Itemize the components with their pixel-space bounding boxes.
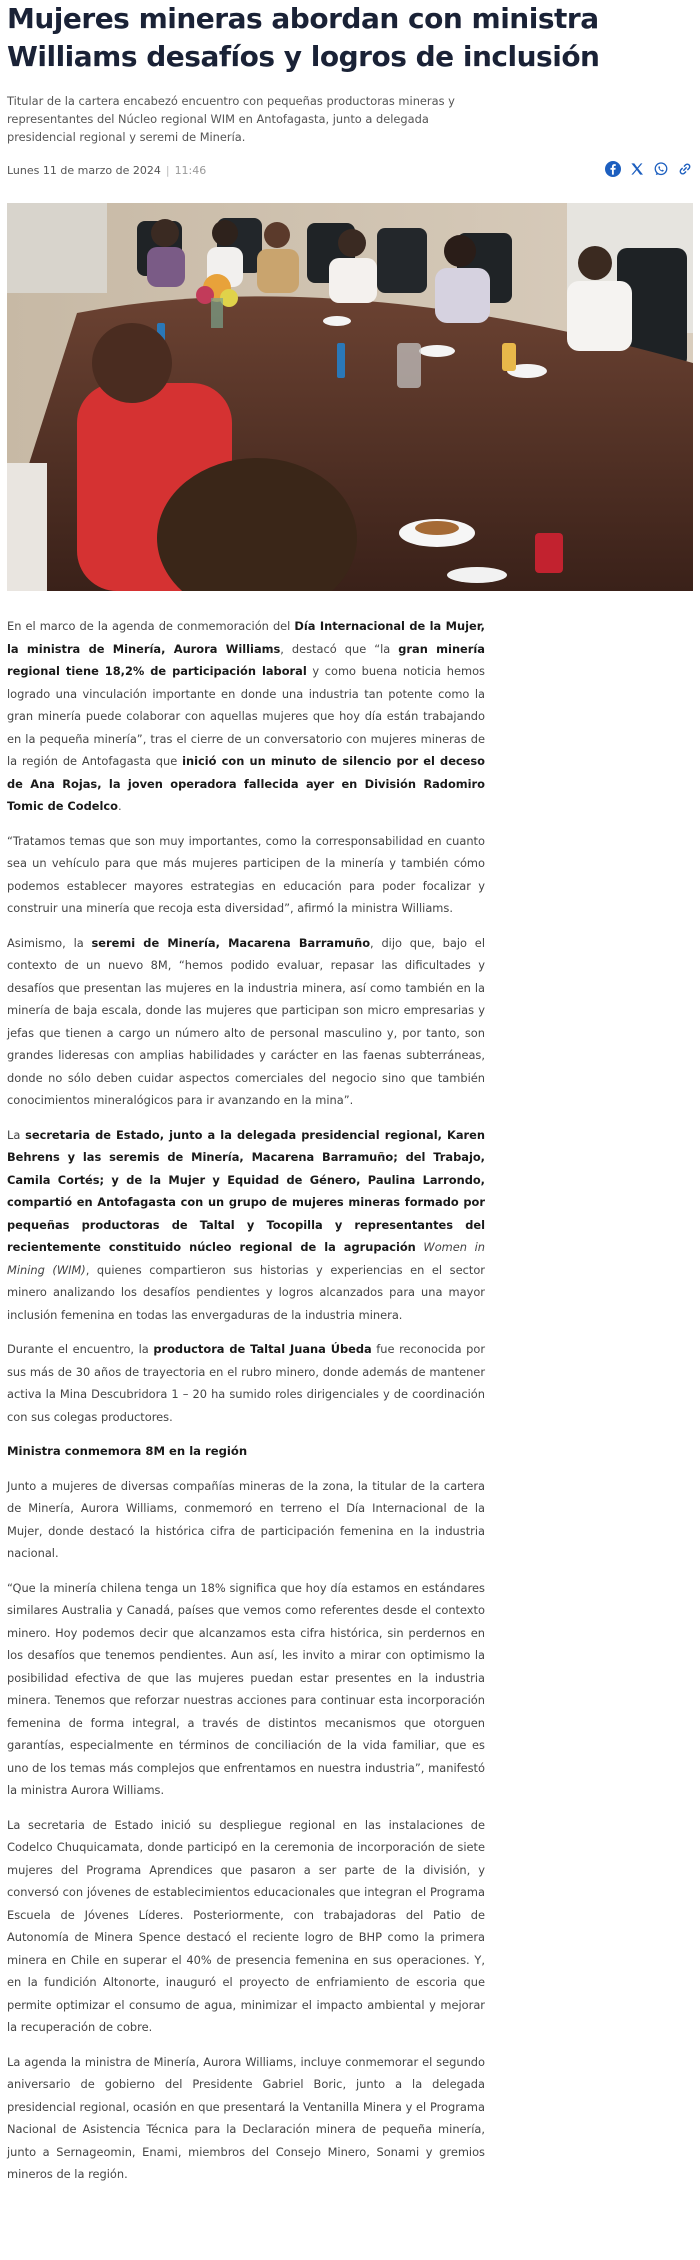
bold-run: seremi de Minería, Macarena Barramuño	[91, 935, 371, 950]
x-icon[interactable]	[628, 160, 646, 178]
paragraph-9: La agenda la ministra de Minería, Aurora Williams, incluye conmemorar el segundo aniversario de gobierno del Presidente Gabriel Boric, junto a la delegada presidencial regional, ocasión en que presentará la Ventanilla Minera y el Programa Nacional de Asistencia Técnica para la Declaración minera de pequeña minería, junto a Sernageomin, Enami, miembros del Consejo Minero, Sonami y gremios mineros de la región.	[7, 2054, 485, 2181]
text-run: .	[117, 799, 122, 813]
facebook-icon[interactable]	[604, 160, 622, 178]
paragraph-2: “Tratamos temas que son muy importantes, como la corresponsabilidad en cuanto sea un vehículo para que más mujeres participen de la minería y también cómo podemos establecer mayores estrategias en educación para poder focalizar y construir una minería que recoja esta diversidad”, afirmó la ministra Williams.	[7, 833, 485, 915]
paragraph-1	[7, 615, 485, 818]
article-lead: Titular de la cartera encabezó encuentro con pequeñas productoras mineras y representantes del Núcleo regional WIM en Antofagasta, junto a delegada presidencial regional y seremi de Minería.	[7, 94, 455, 144]
text-run: , dijo que, bajo el contexto de un nuevo 8M, “hemos podido evaluar, repasar las dificultades y desafíos que presentan las mujeres en la industria minera, así como también en la minería de baja escala, donde las mujeres que participan son micro empresarias y jefas que tienen a cargo un número alto de personal masculino y, por tanto, son grandes lideresas con amplias habilidades y carácter en las faenas subterráneas, donde no sólo deben cuidar aspectos comerciales del negocio sino que también conocimientos mineralógicos para ir avanzando en la mina”.	[7, 935, 485, 1107]
bold-run: productora de Taltal Juana Úbeda	[153, 1342, 372, 1356]
article-meta	[7, 164, 206, 177]
bold-run: secretaria de Estado, junto a la delegada presidencial regional, Karen Behrens y las seremis de Minería, Macarena Barramuño; del Trabajo, Camila Cortés; y de la Mujer y Equidad de Género, Paulina Larrondo, compartió en Antofagasta con un grupo de mujeres mineras formado por pequeñas productoras de Taltal y Tocopilla y representantes del recientemente constituido núcleo regional de la agrupación	[7, 1127, 485, 1254]
bold-run: Día Internacional de la Mujer, la ministra de Minería, Aurora Williams	[7, 619, 485, 656]
share-bar	[604, 160, 694, 178]
text-run: fue reconocida por sus más de 30 años de trayectoria en el rubro minero, donde además de mantener activa la Mina Descubridora 1 – 20 ha sumido roles dirigenciales y de coordinación con sus colegas productores.	[7, 1342, 486, 1424]
italic-run: Women in Mining (WIM)	[7, 1240, 485, 1277]
text-run: Durante el encuentro, la	[7, 1342, 154, 1356]
paragraph-4	[7, 1124, 485, 1327]
publish-time: 11:46	[174, 164, 207, 177]
meta-divider: |	[165, 164, 170, 177]
paragraph-8: La secretaria de Estado inició su despliegue regional en las instalaciones de Codelco Chuquicamata, donde participó en la ceremonia de incorporación de siete mujeres del Programa Aprendices que pasaron a ser parte de la división, y conversó con jóvenes de establecimientos educacionales que integran el Programa Escuela de Jóvenes Líderes. Posteriormente, con trabajadoras del Patio de Autonomía de Minera Spence destacó el reciente logro de BHP como la primera minera en Chile en superar el 40% de presencia femenina en sus operaciones. Y, en la fundición Altonorte, inauguró el proyecto de enfriamiento de escoria que permite optimizar el consumo de agua, minimizar el impacto ambiental y mejorar la recuperación de cobre.	[7, 1817, 485, 2034]
section-heading: Ministra conmemora 8M en la región	[7, 1444, 248, 1458]
text-run: , destacó que “la	[280, 641, 399, 656]
article-body	[7, 615, 485, 2198]
text-run: En el marco de la agenda de conmemoración del	[7, 619, 295, 633]
paragraph-7: “Que la minería chilena tenga un 18% significa que hoy día estamos en estándares similares Australia y Canadá, países que vemos como referentes desde el contexto minero. Hoy podemos decir que alcanzamos esta cifra histórica, sin perdernos en los desafíos que tenemos pendientes. Aun así, les invito a mirar con optimismo la posibilidad efectiva de que las mujeres puedan estar presentes en la industria minera. Tenemos que reforzar nuestras acciones para continuar esta incorporación femenina de forma integral, a través de distintos mecanismos que otorguen garantías, especialmente en términos de conciliación de la vida familiar, que es uno de los temas más complejos que enfrentamos en nuestra industria”, manifestó la ministra Aurora Williams.	[7, 1580, 485, 1797]
article-photo	[7, 203, 693, 591]
text-run: Asimismo, la	[7, 935, 92, 950]
paragraph-5	[7, 1338, 485, 1428]
paragraph-6: Junto a mujeres de diversas compañías mineras de la zona, la titular de la cartera de Minería, Aurora Williams, conmemoró en terreno el Día Internacional de la Mujer, donde destacó la histórica cifra de participación femenina en la industria nacional.	[7, 1478, 485, 1560]
bold-run: gran minería regional tiene 18,2% de participación laboral	[7, 641, 485, 678]
link-icon[interactable]	[676, 160, 694, 178]
bold-run: inició con un minuto de silencio por el deceso de Ana Rojas, la joven operadora fallecida ayer en División Radomiro Tomic de Codelco	[7, 754, 486, 813]
article-title: Mujeres mineras abordan con ministra Williams desafíos y logros de inclusión	[7, 2, 600, 73]
whatsapp-icon[interactable]	[652, 160, 670, 178]
text-run: y como buena noticia hemos logrado una vinculación importante en donde una industria tan potente como la gran minería puede colaborar con aquellas mujeres que hoy día están trabajando en la pequeña minería”, tras el cierre de un conversatorio con mujeres mineras de la región de Antofagasta que	[7, 664, 485, 768]
paragraph-3	[7, 932, 485, 1112]
publish-date: Lunes 11 de marzo de 2024	[7, 164, 161, 177]
text-run: , quienes compartieron sus historias y experiencias en el sector minero analizando los desafíos pendientes y logros alcanzados para una mayor inclusión femenina en todas las envergaduras de la industria minera.	[7, 1262, 485, 1322]
text-run: La	[7, 1127, 26, 1142]
